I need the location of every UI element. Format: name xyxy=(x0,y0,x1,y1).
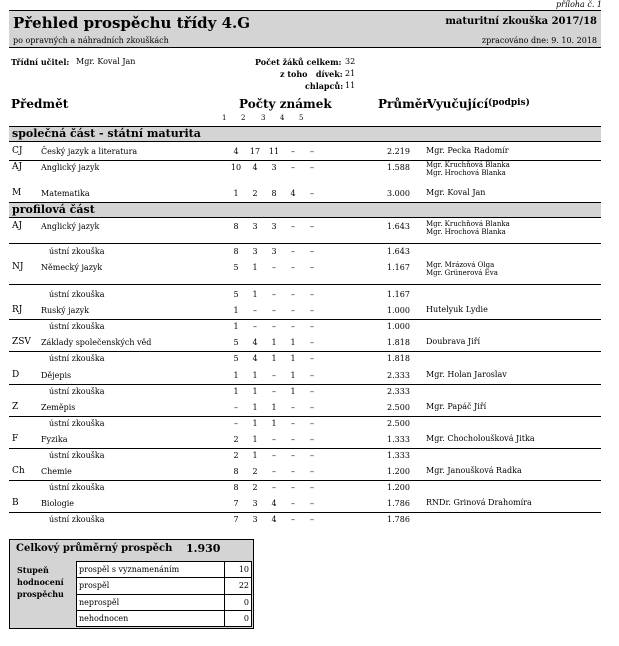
subject-code: M xyxy=(12,188,22,198)
report-subtitle: po opravných a náhradních zkouškách xyxy=(13,36,169,45)
grade-header-3: 3 xyxy=(261,114,266,122)
subject-code: Ch xyxy=(12,466,25,476)
grade-count: 3 xyxy=(271,222,277,231)
grade-count: – xyxy=(272,451,276,460)
subject-name: Zeměpis xyxy=(41,403,76,412)
grade-count: – xyxy=(272,322,276,331)
subject-row xyxy=(9,335,601,352)
subject-name: Český jazyk a literatura xyxy=(41,147,138,156)
grade-count: – xyxy=(272,387,276,396)
subject-column-header: Předmět xyxy=(11,97,69,111)
teacher-name: Mgr. Mrázová Olga xyxy=(426,261,495,269)
subject-row xyxy=(9,416,601,432)
subject-name: ústní zkouška xyxy=(49,451,105,460)
grade-count: – xyxy=(253,306,257,315)
subject-code: CJ xyxy=(12,146,23,156)
grade-count: 1 xyxy=(233,306,239,315)
stage-label-line: Stupeň xyxy=(17,565,49,575)
grade-count: 4 xyxy=(290,189,296,198)
grade-count: 3 xyxy=(252,515,258,524)
teacher-name: Hutelyuk Lydie xyxy=(426,305,488,314)
subject-name: ústní zkouška xyxy=(49,322,105,331)
grade-count: – xyxy=(272,435,276,444)
stage-label-line: prospěchu xyxy=(17,589,64,599)
subject-average: 1.588 xyxy=(387,163,410,172)
subject-average: 3.000 xyxy=(387,189,410,198)
report-title: Přehled prospěchu třídy 4.G xyxy=(13,14,251,32)
subject-average: 1.786 xyxy=(387,515,410,524)
signature-column-header: (podpis) xyxy=(488,98,530,108)
grade-count: 1 xyxy=(290,387,296,396)
stage-label-line: hodnocení xyxy=(17,577,64,587)
grade-count: 1 xyxy=(252,290,258,299)
subject-name: Dějepis xyxy=(41,371,72,380)
grade-count: 1 xyxy=(271,403,277,412)
teacher-name: Mgr. Papáč Jiří xyxy=(426,402,487,411)
summary-row xyxy=(77,578,252,594)
subject-code: RJ xyxy=(12,305,23,315)
summary-row-count: 0 xyxy=(225,594,252,610)
grade-count: – xyxy=(310,290,314,299)
grade-count: 1 xyxy=(233,371,239,380)
grade-count: – xyxy=(310,306,314,315)
teacher-label: Třídní učitel: xyxy=(11,57,70,67)
counts-column-header: Počty známek xyxy=(239,97,332,111)
subject-name: Chemie xyxy=(41,467,72,476)
subject-average: 2.333 xyxy=(387,371,410,380)
grade-count: – xyxy=(291,322,295,331)
summary-row-count: 0 xyxy=(225,610,252,626)
grade-count: 5 xyxy=(233,290,239,299)
subject-average: 1.200 xyxy=(387,467,410,476)
total-count: 32 xyxy=(345,57,356,66)
grade-count: – xyxy=(310,515,314,524)
grade-count: 2 xyxy=(252,189,258,198)
grade-count: – xyxy=(291,263,295,272)
subject-average: 1.786 xyxy=(387,499,410,508)
grade-count: – xyxy=(310,387,314,396)
subject-row xyxy=(9,160,601,184)
report-header xyxy=(9,10,601,48)
subject-row xyxy=(9,219,601,244)
grade-count: 1 xyxy=(252,419,258,428)
grade-count: 1 xyxy=(271,354,277,363)
subject-average: 1.167 xyxy=(387,290,410,299)
subject-average: 1.643 xyxy=(387,222,410,231)
grade-count: – xyxy=(310,247,314,256)
grade-count: – xyxy=(310,354,314,363)
grade-count: 5 xyxy=(233,338,239,347)
teacher-name: Mgr. Grünerová Eva xyxy=(426,269,498,277)
summary-row xyxy=(77,562,252,578)
grade-count: – xyxy=(234,403,238,412)
girls-label: z toho dívek: xyxy=(280,69,343,79)
grade-count: 4 xyxy=(271,499,277,508)
grade-count: – xyxy=(291,451,295,460)
grade-count: 1 xyxy=(290,371,296,380)
grade-count: 1 xyxy=(252,435,258,444)
grade-count: – xyxy=(291,403,295,412)
grade-count: – xyxy=(272,306,276,315)
subject-name: Biologie xyxy=(41,499,75,508)
summary-row xyxy=(77,610,252,626)
grade-count: 17 xyxy=(249,147,261,156)
subject-row xyxy=(9,144,601,161)
grade-count: 1 xyxy=(271,338,277,347)
grade-count: – xyxy=(310,451,314,460)
grade-count: – xyxy=(310,222,314,231)
grade-count: 5 xyxy=(233,263,239,272)
grade-count: 1 xyxy=(290,354,296,363)
subject-row xyxy=(9,512,601,528)
subject-average: 1.818 xyxy=(387,354,410,363)
subject-code: D xyxy=(12,370,20,380)
grade-count: – xyxy=(291,483,295,492)
grade-count: 7 xyxy=(233,499,239,508)
subject-row xyxy=(9,351,601,367)
stage-label xyxy=(17,564,64,600)
grade-count: 1 xyxy=(252,403,258,412)
teacher-name: RNDr. Grinová Drahomíra xyxy=(426,498,532,507)
grade-header-1: 1 xyxy=(222,114,227,122)
subject-name: Anglický jazyk xyxy=(41,222,100,231)
girls-count: 21 xyxy=(345,69,356,78)
grade-count: – xyxy=(310,371,314,380)
subject-average: 2.500 xyxy=(387,419,410,428)
grade-count: 3 xyxy=(252,222,258,231)
subject-average: 2.333 xyxy=(387,387,410,396)
grade-count: 4 xyxy=(252,338,258,347)
subject-average: 1.167 xyxy=(387,263,410,272)
teacher-name: Mgr. Kruchňová Blanka xyxy=(426,161,510,169)
summary-row-label: nehodnocen xyxy=(77,610,225,626)
grade-count: – xyxy=(291,147,295,156)
subject-name: ústní zkouška xyxy=(49,387,105,396)
subject-average: 2.500 xyxy=(387,403,410,412)
grade-count: 1 xyxy=(233,387,239,396)
grade-count: – xyxy=(310,322,314,331)
grade-count: – xyxy=(272,371,276,380)
grade-count: 8 xyxy=(233,247,239,256)
grade-count: 3 xyxy=(252,499,258,508)
subject-name: Anglický jazyk xyxy=(41,163,100,172)
grade-count: 2 xyxy=(233,435,239,444)
grade-count: – xyxy=(310,419,314,428)
teacher-name: Mgr. Hrochová Blanka xyxy=(426,228,506,236)
subject-name: ústní zkouška xyxy=(49,515,105,524)
subject-row xyxy=(9,287,601,303)
grade-count: 4 xyxy=(233,147,239,156)
grade-count: 2 xyxy=(252,483,258,492)
grade-count: – xyxy=(310,483,314,492)
class-teacher: Mgr. Koval Jan xyxy=(76,57,136,66)
subject-name: ústní zkouška xyxy=(49,247,105,256)
subject-average: 1.818 xyxy=(387,338,410,347)
subject-average: 1.200 xyxy=(387,483,410,492)
grade-count: 3 xyxy=(271,247,277,256)
subject-code: AJ xyxy=(12,221,23,231)
processed-date: zpracováno dne: 9. 10. 2018 xyxy=(481,36,597,45)
grade-count: – xyxy=(234,419,238,428)
grade-count: – xyxy=(310,467,314,476)
subject-average: 1.000 xyxy=(387,306,410,315)
grade-count: – xyxy=(310,403,314,412)
subject-row xyxy=(9,448,601,464)
summary-average: 1.930 xyxy=(186,542,221,555)
subject-name: Fyzika xyxy=(41,435,68,444)
grade-count: 1 xyxy=(290,338,296,347)
teacher-name: Mgr. Pecka Radomír xyxy=(426,146,509,155)
grade-count: 8 xyxy=(233,483,239,492)
grade-count: 8 xyxy=(271,189,277,198)
summary-row xyxy=(77,594,252,610)
grade-count: 1 xyxy=(271,419,277,428)
grade-count: – xyxy=(310,189,314,198)
summary-box xyxy=(9,539,254,629)
subject-row xyxy=(9,400,601,417)
grade-count: 1 xyxy=(233,322,239,331)
subject-name: Matematika xyxy=(41,189,90,198)
grade-header-4: 4 xyxy=(280,114,285,122)
subject-row xyxy=(9,303,601,320)
teacher-name: Mgr. Kruchňová Blanka xyxy=(426,220,510,228)
exam-label: maturitní zkouška 2017/18 xyxy=(445,16,597,27)
summary-table xyxy=(76,561,252,627)
grade-count: – xyxy=(291,290,295,299)
grade-count: – xyxy=(272,483,276,492)
grade-count: – xyxy=(291,499,295,508)
average-column-header: Průměr xyxy=(378,97,429,111)
grade-count: – xyxy=(291,247,295,256)
subject-code: F xyxy=(12,434,19,444)
annex-label: příloha č. 1 xyxy=(556,0,602,9)
summary-row-label: prospěl s vyznamenáním xyxy=(77,562,225,578)
section-profile: profilová část xyxy=(9,202,601,218)
grade-count: 5 xyxy=(233,354,239,363)
subject-name: ústní zkouška xyxy=(49,290,105,299)
grade-count: 1 xyxy=(252,263,258,272)
subject-code: AJ xyxy=(12,162,23,172)
subject-name: Základy společenských věd xyxy=(41,338,152,347)
teacher-name: Doubrava Jiří xyxy=(426,337,481,346)
grade-count: – xyxy=(310,163,314,172)
subject-code: ZSV xyxy=(12,337,31,347)
teacher-name: Mgr. Chocholoušková Jitka xyxy=(426,434,535,443)
subject-row xyxy=(9,368,601,385)
teacher-name: Mgr. Koval Jan xyxy=(426,188,486,197)
grade-count: – xyxy=(310,263,314,272)
subject-row xyxy=(9,260,601,285)
grade-count: 1 xyxy=(252,371,258,380)
grade-count: 2 xyxy=(233,451,239,460)
subject-code: B xyxy=(12,498,19,508)
grade-count: – xyxy=(253,322,257,331)
grade-count: – xyxy=(291,467,295,476)
subject-name: ústní zkouška xyxy=(49,354,105,363)
section-common: společná část - státní maturita xyxy=(9,126,601,142)
subject-row xyxy=(9,464,601,481)
grade-header-2: 2 xyxy=(241,114,246,122)
total-label: Počet žáků celkem: xyxy=(255,57,342,67)
summary-row-count: 22 xyxy=(225,578,252,594)
grade-count: – xyxy=(291,515,295,524)
subject-row xyxy=(9,319,601,335)
grade-count: 8 xyxy=(233,467,239,476)
grade-count: 4 xyxy=(271,515,277,524)
grade-header-5: 5 xyxy=(299,114,304,122)
grade-count: 1 xyxy=(233,189,239,198)
grade-count: – xyxy=(310,499,314,508)
teacher-name: Mgr. Janoušková Radka xyxy=(426,466,522,475)
subject-row xyxy=(9,496,601,513)
subject-average: 1.333 xyxy=(387,435,410,444)
summary-row-label: prospěl xyxy=(77,578,225,594)
teacher-name: Mgr. Hrochová Blanka xyxy=(426,169,506,177)
grade-count: – xyxy=(291,222,295,231)
subject-row xyxy=(9,432,601,449)
subject-row xyxy=(9,186,601,202)
subject-name: ústní zkouška xyxy=(49,419,105,428)
grade-count: – xyxy=(310,147,314,156)
subject-code: NJ xyxy=(12,262,24,272)
grade-count: 8 xyxy=(233,222,239,231)
subject-average: 1.643 xyxy=(387,247,410,256)
grade-count: – xyxy=(291,419,295,428)
boys-count: 11 xyxy=(345,81,356,90)
grade-count: – xyxy=(272,263,276,272)
grade-count: 3 xyxy=(271,163,277,172)
subject-name: Ruský jazyk xyxy=(41,306,90,315)
grade-count: – xyxy=(291,435,295,444)
subject-name: ústní zkouška xyxy=(49,483,105,492)
subject-average: 1.000 xyxy=(387,322,410,331)
teacher-column-header: Vyučující xyxy=(427,97,489,111)
summary-title: Celkový průměrný prospěch xyxy=(16,543,173,554)
grade-count: 10 xyxy=(230,163,242,172)
subject-average: 1.333 xyxy=(387,451,410,460)
boys-label: chlapců: xyxy=(305,81,344,91)
grade-count: 2 xyxy=(252,467,258,476)
subject-code: Z xyxy=(12,402,19,412)
subject-name: Německý jazyk xyxy=(41,263,103,272)
grade-count: – xyxy=(291,163,295,172)
grade-count: 11 xyxy=(268,147,280,156)
subject-row xyxy=(9,480,601,496)
subject-row xyxy=(9,244,601,260)
grade-count: 7 xyxy=(233,515,239,524)
grade-count: – xyxy=(272,467,276,476)
grade-count: 1 xyxy=(252,387,258,396)
subject-average: 2.219 xyxy=(387,147,410,156)
grade-count: – xyxy=(272,290,276,299)
summary-row-count: 10 xyxy=(225,562,252,578)
grade-count: 4 xyxy=(252,354,258,363)
teacher-name: Mgr. Holan Jaroslav xyxy=(426,370,507,379)
grade-count: – xyxy=(310,338,314,347)
subject-row xyxy=(9,384,601,400)
grade-count: – xyxy=(291,306,295,315)
grade-count: 3 xyxy=(252,247,258,256)
grade-count: – xyxy=(310,435,314,444)
grade-count: 4 xyxy=(252,163,258,172)
summary-row-label: neprospěl xyxy=(77,594,225,610)
grade-count: 1 xyxy=(252,451,258,460)
